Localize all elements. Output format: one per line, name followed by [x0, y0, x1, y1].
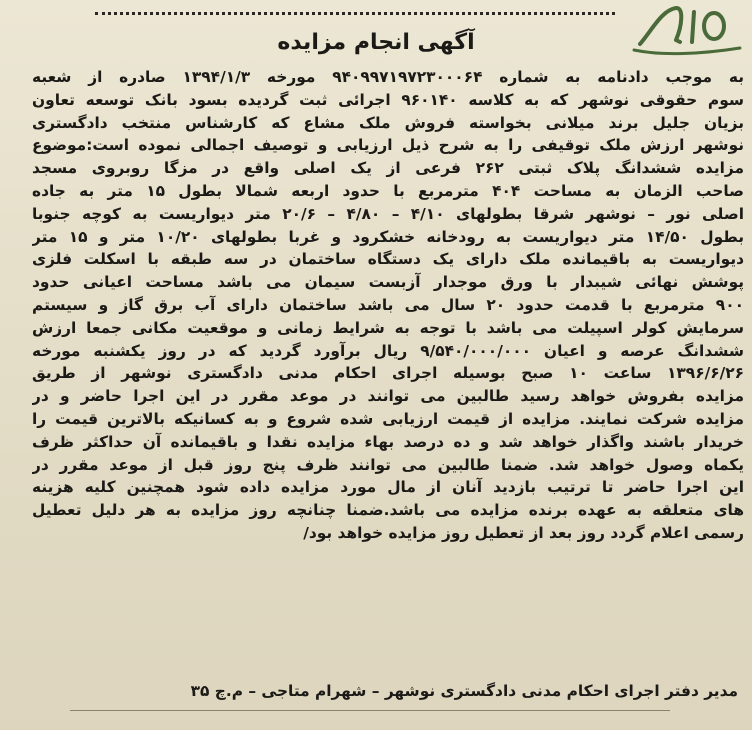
- notice-line: پوشش نهائی شیبدار با ورق موجدار آزبست سیمان می باشد مساحت اعیانی حدود: [32, 273, 744, 292]
- notice-line: بطول ۱۴/۵۰ متر دیواریست به رودخانه خشکرود و غربا بطولهای ۱۰/۲۰ متر و ۱۵ متر: [32, 227, 744, 246]
- notice-line: این اجرا حاضر تا ترتیب بازدید آنان از مال مورد مزایده داده شود همچنین کلیه هزینه: [32, 478, 744, 497]
- notice-line: صاحب الزمان به مساحت ۴۰۴ مترمربع با حدود اربعه شمالا بطول ۱۵ متر به جاده: [32, 181, 744, 200]
- notice-line: ۱۳۹۶/۶/۲۶ ساعت ۱۰ صبح بوسیله اجرای احکام مدنی دادگستری نوشهر از طریق: [32, 364, 744, 383]
- notice-title: آگهی انجام مزایده: [277, 30, 475, 55]
- notice-line: اصلی نور – نوشهر شرقا بطولهای ۴/۱۰ – ۴/۸۰ – ۲۰/۶ متر دیواریست به کوچه جنوبا: [32, 204, 744, 223]
- notice-line: مزایده بفروش خواهد رسید طالبین می توانند در موعد مقرر در این اجرا حاضر و در: [32, 387, 744, 406]
- notice-line: ششدانگ عرصه و اعیان ۹/۵۴۰/۰۰۰/۰۰۰ ریال برآورد گردید که در روز یکشنبه مورخه: [32, 341, 744, 360]
- notice-line-last: رسمی اعلام گردد روز بعد از تعطیل روز مزایده خواهد بود/: [303, 523, 744, 542]
- signature-line: مدیر دفتر اجرای احکام مدنی دادگستری نوشهر – شهرام متاجی – م.چ ۳۵: [190, 682, 738, 700]
- notice-line: سوم حقوقی نوشهر که به کلاسه ۹۶۰۱۴۰ اجرائی ثبت گردیده بسود بانک توسعه تعاون: [32, 90, 744, 109]
- notice-line: به موجب دادنامه به شماره ۹۴۰۹۹۷۱۹۷۲۳۰۰۰۶۴ مورخه ۱۳۹۴/۱/۳ صادره از شعبه: [32, 68, 744, 86]
- notice-line: مزایده ششدانگ پلاک ثبتی ۲۶۲ فرعی از یک اصلی واقع در مزگا روبروی مسجد: [32, 159, 744, 178]
- notice-line: یکماه وصول خواهد شد. ضمنا طالبین می توانند ظرف پنج روز قبل از موعد مقرر در: [32, 455, 744, 474]
- notice-line: دیواریست به باقیمانده ملک دارای یک دستگاه ساختمان در سه طبقه با اسکلت فلزی: [32, 250, 744, 269]
- notice-line: های متعلقه به عهده برنده مزایده می باشد.ضمنا چنانچه روز مزایده به هر دلیل تعطیل: [32, 501, 744, 520]
- notice-line: خریدار باشند واگذار خواهد شد و ده درصد بهاء مزایده نقدا و باقیمانده آن حداکثر ظرف: [32, 432, 744, 451]
- bottom-rule: [70, 710, 670, 711]
- notice-line: نوشهر ارزش ملک توقیفی را به شرح ذیل ارزیابی و توصیف اجمالی نموده است:موضوع: [32, 136, 744, 155]
- notice-line: بزیان جلیل برند میلانی بخواسته فروش ملک مشاع که کارشناس منتخب دادگستری: [32, 113, 744, 132]
- notice-line: مزایده شرکت نمایند. مزایده از قیمت ارزیابی شده شروع و به کسانیکه بالاترین قیمت را: [32, 409, 744, 428]
- notice-body: [32, 66, 744, 545]
- top-dotted-rule: [95, 12, 615, 15]
- notice-line: ۹۰۰ مترمربع با قدمت حدود ۲۰ سال می باشد ساختمان دارای آب برق گاز و سیستم: [32, 295, 744, 314]
- notice-line: سرمایش کولر اسپیلت می باشد با توجه به شرایط زمانی و موقعیت مکانی جمعا ارزش: [32, 318, 744, 337]
